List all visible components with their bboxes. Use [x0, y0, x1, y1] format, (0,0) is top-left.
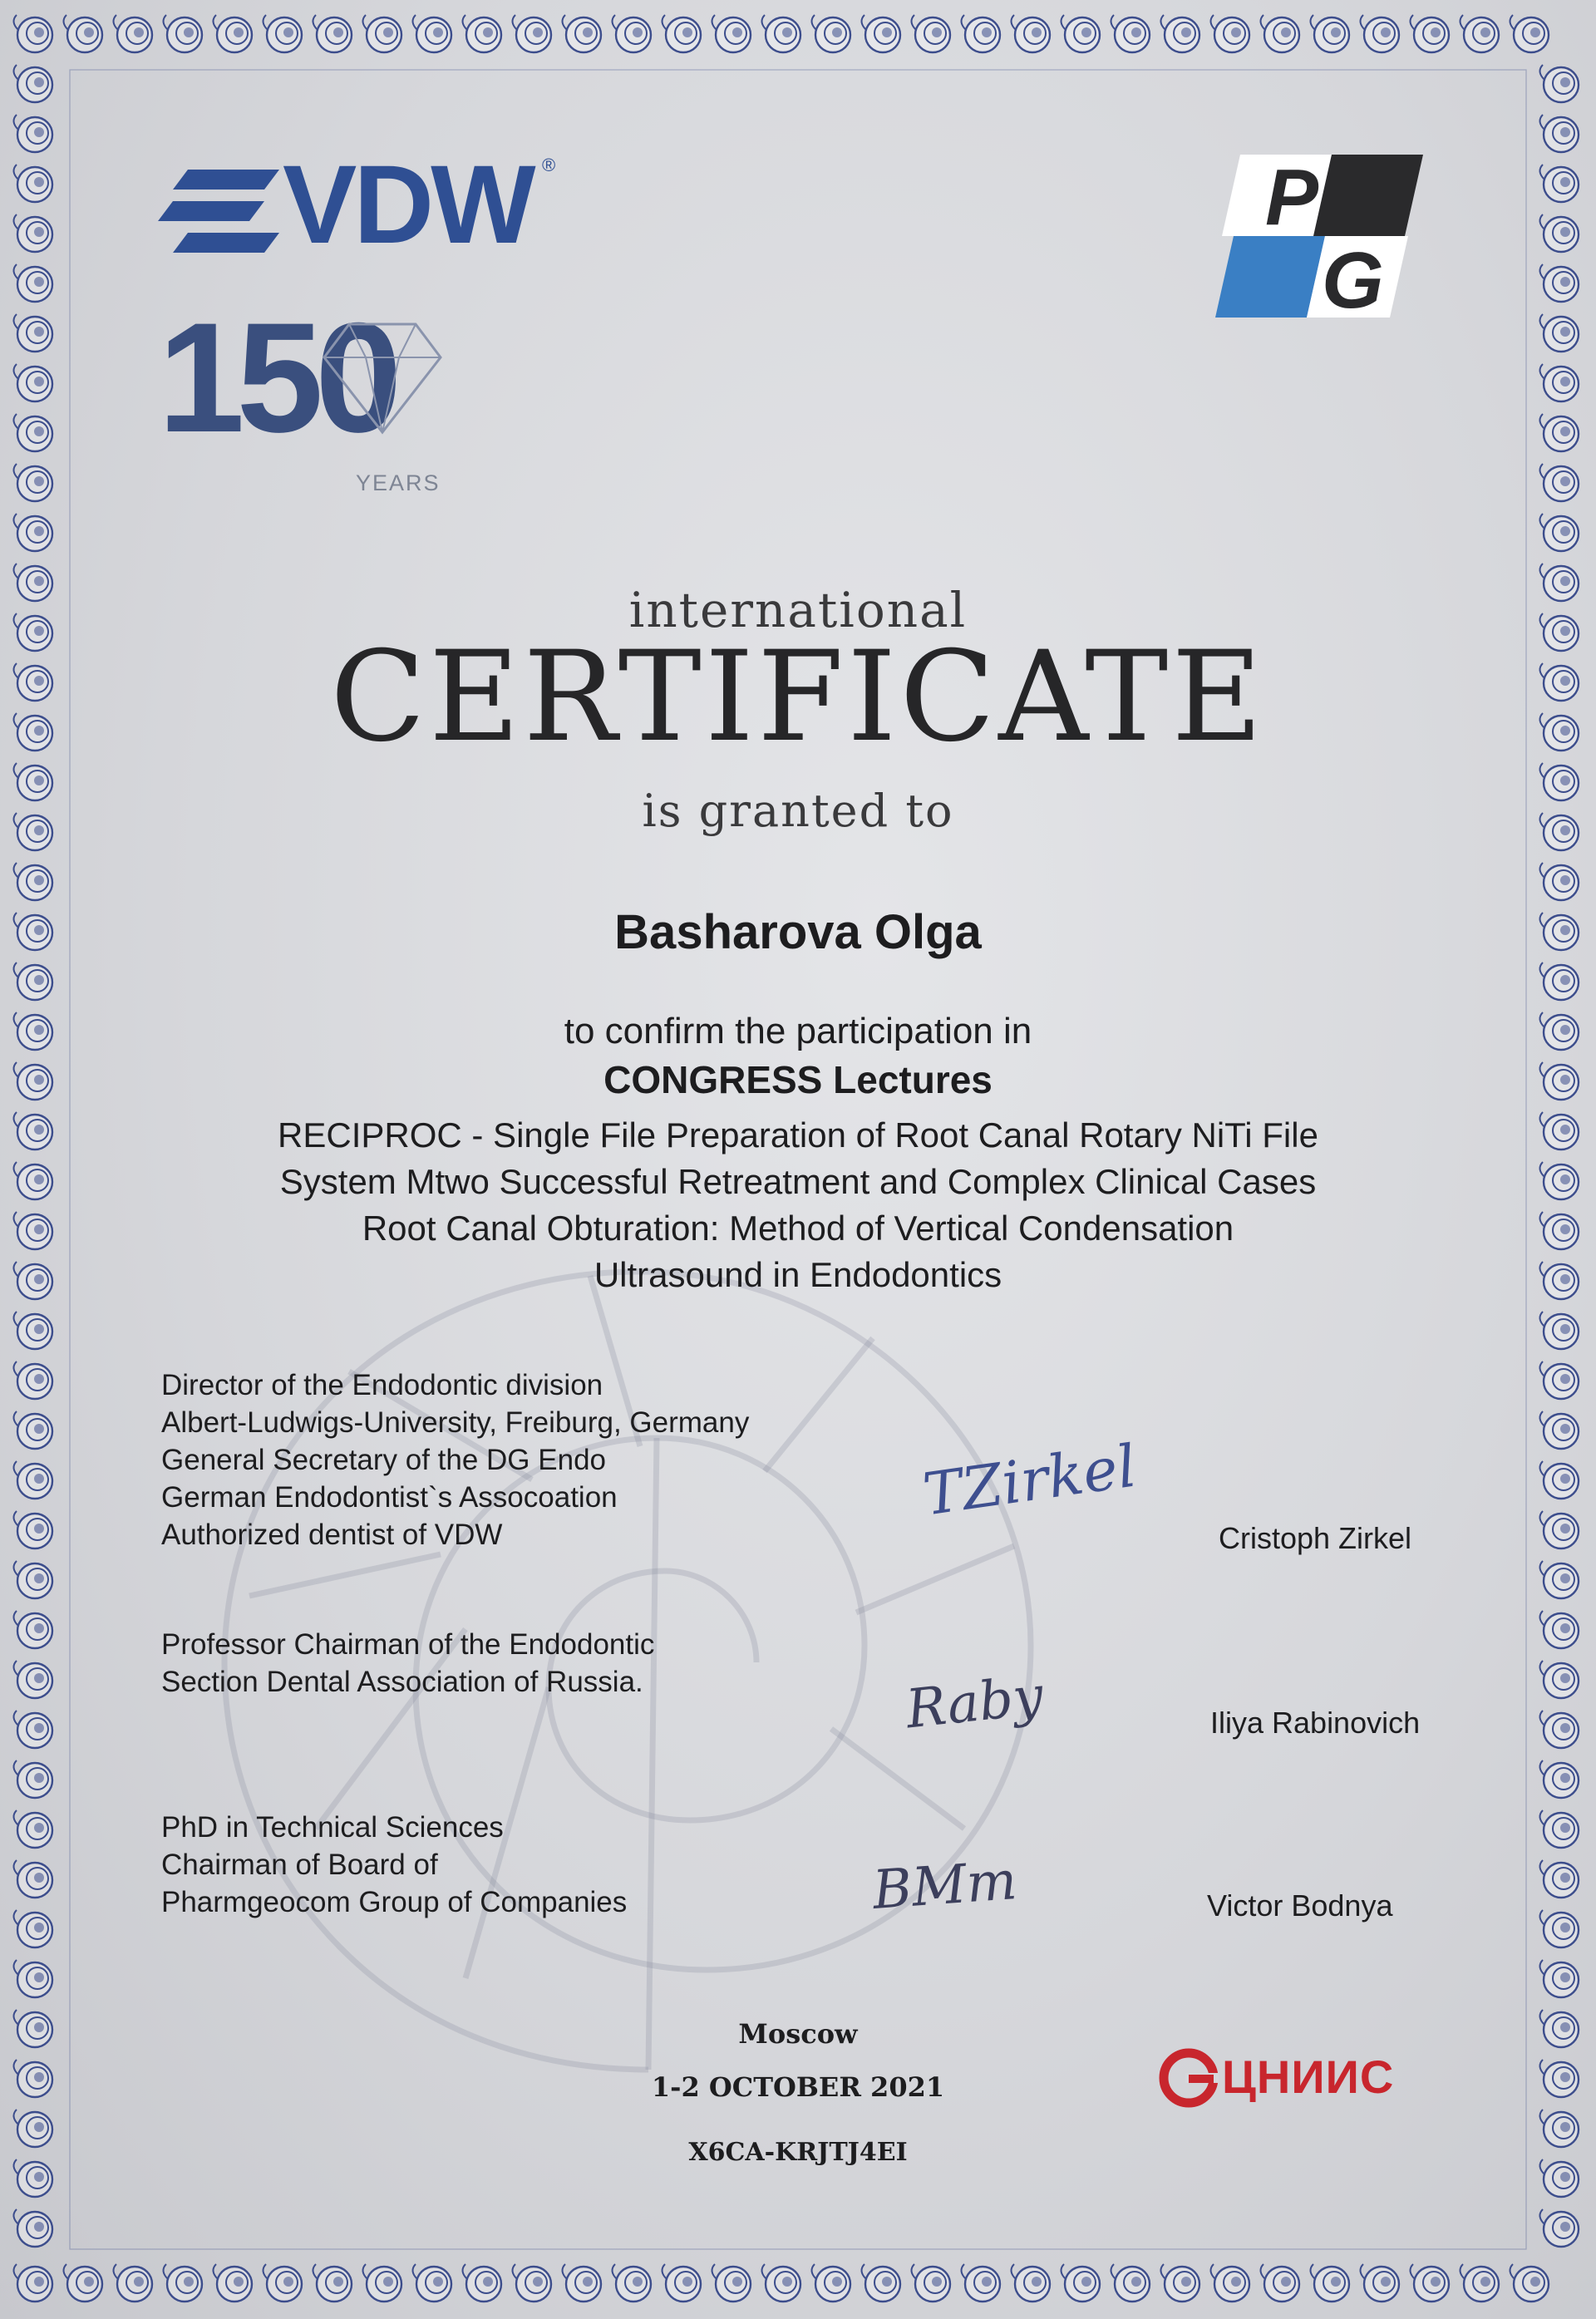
diamond-icon [316, 308, 449, 441]
border-shell-icon [13, 364, 52, 401]
role-line: PhD in Technical Sciences [161, 1811, 504, 1844]
border-shell-icon [163, 15, 202, 52]
border-shell-icon [1160, 2264, 1199, 2302]
border-shell-icon [113, 2264, 152, 2302]
border-shell-icon [13, 1860, 52, 1898]
pg-letter-p: P [1265, 155, 1319, 242]
border-shell-icon [13, 1910, 52, 1947]
border-shell-icon [13, 264, 52, 302]
border-shell-icon [1539, 214, 1579, 252]
border-shell-icon [911, 15, 950, 52]
border-shell-icon [13, 65, 52, 102]
border-shell-icon [1460, 2264, 1499, 2302]
border-shell-icon [662, 2264, 701, 2302]
signature-rabinovich: Raby [903, 1665, 1047, 1741]
border-shell-icon [462, 15, 501, 52]
participation-intro: to confirm the participation in [564, 1011, 1032, 1051]
border-shell-icon [1539, 2110, 1579, 2147]
border-shell-icon [13, 464, 52, 501]
signatory-zirkel-name: Cristoph Zirkel [1219, 1521, 1412, 1555]
border-shell-icon [1539, 2209, 1579, 2247]
border-shell-icon [13, 2010, 52, 2047]
border-shell-icon [13, 963, 52, 1000]
signatory-rabinovich-roles [161, 1626, 654, 1701]
signatory-zirkel-roles [161, 1366, 749, 1553]
signatory-bodnya-name: Victor Bodnya [1207, 1888, 1393, 1923]
border-shell-icon [612, 15, 651, 52]
border-shell-icon [13, 1511, 52, 1548]
border-shell-icon [1539, 2159, 1579, 2197]
border-shell-icon [1360, 15, 1399, 52]
border-shell-icon [861, 15, 900, 52]
border-shell-icon [1539, 1760, 1579, 1798]
border-shell-icon [13, 1611, 52, 1648]
border-shell-icon [662, 15, 701, 52]
border-shell-icon [63, 15, 102, 52]
border-shell-icon [13, 2110, 52, 2147]
border-shell-icon [761, 2264, 800, 2302]
border-shell-icon [313, 2264, 352, 2302]
border-shell-icon [13, 1760, 52, 1798]
border-shell-icon [712, 2264, 751, 2302]
border-shell-icon [163, 2264, 202, 2302]
border-shell-icon [13, 314, 52, 352]
topic-line: Ultrasound in Endodontics [594, 1255, 1002, 1294]
vdw-anniversary-number: 150 [158, 290, 394, 465]
border-shell-icon [1539, 1511, 1579, 1548]
border-shell-icon [1539, 963, 1579, 1000]
certificate-subtitle: is granted to [642, 785, 954, 837]
role-line: German Endodontist`s Assocoation [161, 1481, 618, 1514]
border-shell-icon [1310, 15, 1349, 52]
border-shell-icon [13, 165, 52, 202]
border-shell-icon [362, 15, 401, 52]
border-shell-icon [1539, 1960, 1579, 1997]
border-shell-icon [911, 2264, 950, 2302]
role-line: Albert-Ludwigs-University, Freiburg, Germany [161, 1406, 750, 1439]
registered-mark: ® [542, 155, 556, 175]
pg-logo [1215, 155, 1423, 318]
border-shell-icon [1360, 2264, 1399, 2302]
border-shell-icon [1539, 2010, 1579, 2047]
border-shell-icon [213, 2264, 252, 2302]
border-shell-icon [1539, 1810, 1579, 1848]
border-shell-icon [412, 15, 451, 52]
border-shell-icon [13, 2264, 52, 2302]
border-shell-icon [13, 1461, 52, 1499]
border-shell-icon [213, 15, 252, 52]
border-shell-icon [712, 15, 751, 52]
border-shell-icon [13, 2209, 52, 2247]
border-shell-icon [412, 2264, 451, 2302]
signatory-bodnya-roles [161, 1809, 627, 1921]
role-line: Chairman of Board of [161, 1849, 438, 1881]
border-shell-icon [63, 2264, 102, 2302]
pg-letter-g: G [1322, 236, 1384, 318]
signatory-rabinovich-name: Iliya Rabinovich [1210, 1706, 1421, 1740]
border-shell-icon [13, 1661, 52, 1698]
border-shell-icon [13, 15, 52, 52]
border-shell-icon [1260, 2264, 1299, 2302]
border-shell-icon [1539, 165, 1579, 202]
border-shell-icon [1111, 15, 1150, 52]
recipient-name: Basharova Olga [614, 905, 982, 959]
border-shell-icon [1061, 2264, 1100, 2302]
cniis-logo-text: ЦНИИС [1222, 2051, 1395, 2103]
role-line: Authorized dentist of VDW [161, 1519, 503, 1551]
border-shell-icon [13, 514, 52, 551]
border-shell-icon [1111, 2264, 1150, 2302]
certificate-kicker: international [628, 582, 968, 638]
border-shell-icon [1410, 15, 1449, 52]
border-shell-icon [1460, 15, 1499, 52]
border-shell-icon [13, 414, 52, 451]
vdw-anniversary-unit: YEARS [356, 470, 441, 495]
border-shell-icon [1539, 1461, 1579, 1499]
border-shell-icon [13, 1411, 52, 1449]
border-shell-icon [13, 115, 52, 152]
border-shell-icon [1539, 314, 1579, 352]
border-shell-icon [1510, 2264, 1549, 2302]
role-line: Pharmgeocom Group of Companies [161, 1886, 628, 1918]
border-shell-icon [13, 1561, 52, 1598]
border-shell-icon [512, 2264, 551, 2302]
border-shell-icon [1210, 15, 1249, 52]
border-shell-icon [811, 2264, 850, 2302]
role-line: General Secretary of the DG Endo [161, 1444, 606, 1476]
signature-bodnya: BMm [870, 1850, 1019, 1922]
border-shell-icon [1539, 464, 1579, 501]
border-shell-icon [1539, 1561, 1579, 1598]
cniis-emblem-icon [1159, 2048, 1219, 2108]
border-shell-icon [861, 2264, 900, 2302]
border-shell-icon [263, 2264, 302, 2302]
border-shell-icon [13, 1361, 52, 1399]
event-city: Moscow [738, 2018, 858, 2050]
border-shell-icon [1539, 514, 1579, 551]
role-line: Section Dental Association of Russia. [161, 1666, 643, 1698]
border-shell-icon [1260, 15, 1299, 52]
border-shell-icon [13, 1312, 52, 1349]
border-shell-icon [13, 1810, 52, 1848]
border-shell-icon [612, 2264, 651, 2302]
border-shell-icon [1539, 1411, 1579, 1449]
border-shell-icon [1539, 1611, 1579, 1648]
border-shell-icon [1539, 1860, 1579, 1898]
border-shell-icon [562, 2264, 601, 2302]
border-shell-icon [313, 15, 352, 52]
border-shell-icon [961, 15, 1000, 52]
border-shell-icon [13, 863, 52, 900]
signature-zirkel: TZirkel [919, 1431, 1140, 1529]
border-shell-icon [1539, 863, 1579, 900]
border-shell-icon [512, 15, 551, 52]
border-shell-icon [13, 1960, 52, 1997]
border-shell-icon [362, 2264, 401, 2302]
border-shell-icon [1539, 1661, 1579, 1698]
border-shell-icon [1539, 264, 1579, 302]
border-shell-icon [1011, 2264, 1050, 2302]
certificate-title: CERTIFICATE [330, 625, 1266, 770]
border-shell-icon [1061, 15, 1100, 52]
event-name: CONGRESS Lectures [603, 1058, 993, 1101]
topic-line: RECIPROC - Single File Preparation of Root Canal Rotary NiTi File [278, 1115, 1318, 1155]
vdw-logo-text: VDW [283, 143, 533, 267]
border-shell-icon [961, 2264, 1000, 2302]
border-shell-icon [1410, 2264, 1449, 2302]
role-line: Professor Chairman of the Endodontic [161, 1628, 655, 1661]
border-shell-icon [1539, 115, 1579, 152]
border-shell-icon [1310, 2264, 1349, 2302]
role-line: Director of the Endodontic division [161, 1369, 603, 1401]
border-shell-icon [562, 15, 601, 52]
border-shell-icon [761, 15, 800, 52]
border-shell-icon [1539, 414, 1579, 451]
border-shell-icon [462, 2264, 501, 2302]
border-shell-icon [113, 15, 152, 52]
border-shell-icon [13, 2159, 52, 2197]
border-shell-icon [1011, 15, 1050, 52]
event-date: 1-2 OCTOBER 2021 [651, 2071, 945, 2103]
border-shell-icon [13, 1711, 52, 1748]
topic-line: Root Canal Obturation: Method of Vertical Condensation [362, 1209, 1234, 1248]
border-shell-icon [1539, 1361, 1579, 1399]
border-shell-icon [13, 2060, 52, 2097]
vdw-stripes-icon [155, 163, 288, 263]
border-shell-icon [1539, 1711, 1579, 1748]
border-shell-icon [1539, 1910, 1579, 1947]
border-shell-icon [1210, 2264, 1249, 2302]
border-shell-icon [1539, 1312, 1579, 1349]
border-shell-icon [1510, 15, 1549, 52]
border-shell-icon [1539, 65, 1579, 102]
border-shell-icon [1539, 2060, 1579, 2097]
border-shell-icon [13, 214, 52, 252]
certificate-code: X6CA-KRJTJ4EI [688, 2138, 908, 2167]
border-shell-icon [1539, 364, 1579, 401]
topic-line: System Mtwo Successful Retreatment and Complex Clinical Cases [279, 1162, 1317, 1201]
border-shell-icon [263, 15, 302, 52]
border-shell-icon [811, 15, 850, 52]
border-shell-icon [1160, 15, 1199, 52]
topics-list [0, 1112, 1596, 1298]
